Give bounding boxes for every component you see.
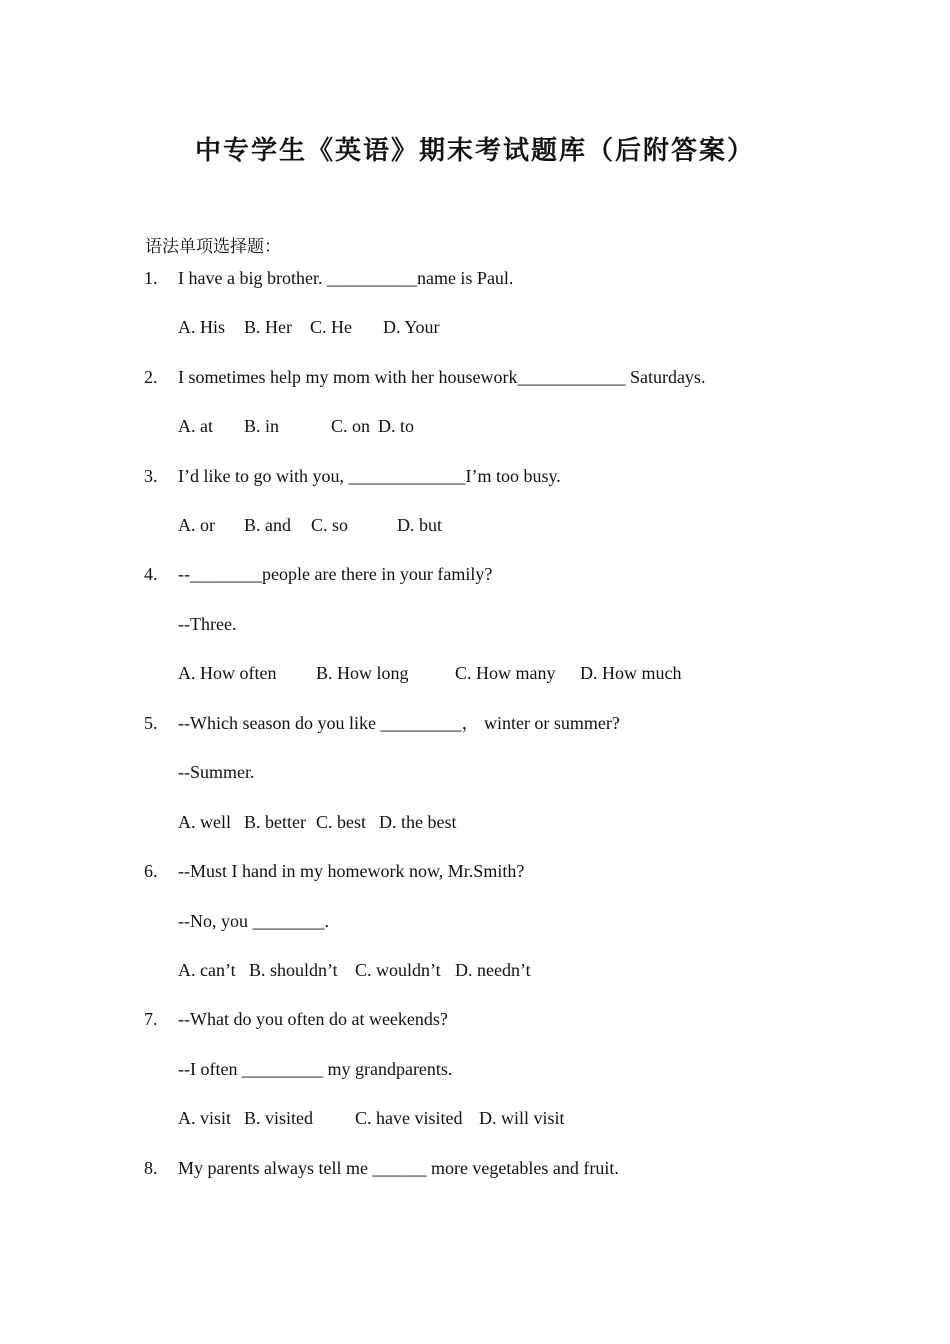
answer-option: B. better (244, 812, 306, 832)
answer-option: B. How long (316, 663, 409, 683)
answer-option: D. but (397, 515, 442, 535)
answer-option: D. will visit (479, 1108, 565, 1128)
question-text: My parents always tell me ______ more vegetables and fruit. (178, 1158, 619, 1178)
answer-option: A. can’t (178, 960, 236, 980)
answer-option: A. or (178, 515, 215, 535)
answer-option: A. His (178, 317, 226, 337)
question-text: --Which season do you like _________， winter or summer? (178, 713, 620, 733)
section-heading: 语法单项选择题： (145, 237, 281, 257)
question-response-row (0, 610, 950, 638)
question-line: --No, you ________. (178, 911, 329, 931)
answer-option: D. How much (580, 663, 682, 683)
options-row (0, 511, 950, 539)
question-row (0, 1005, 950, 1033)
question-row (0, 462, 950, 490)
page-title: 中专学生《英语》期末考试题库（后附答案） (194, 136, 755, 166)
question-text: --Must I hand in my homework now, Mr.Smith? (178, 861, 525, 881)
options-row (0, 808, 950, 836)
answer-option: C. best (316, 812, 367, 832)
answer-option: C. wouldn’t (355, 960, 441, 980)
question-row (0, 363, 950, 391)
answer-option: B. Her (244, 317, 292, 337)
answer-option: A. visit (178, 1108, 232, 1128)
options-row (0, 956, 950, 984)
answer-option: B. in (244, 416, 280, 436)
question-line: --I often _________ my grandparents. (178, 1059, 453, 1079)
question-number: 8. (144, 1158, 158, 1178)
answer-option: C. have visited (355, 1108, 463, 1128)
question-number: 5. (144, 713, 158, 733)
answer-option: A. How often (178, 663, 277, 683)
question-row (0, 264, 950, 292)
question-text: --________people are there in your family? (178, 564, 493, 584)
question-row (0, 1154, 950, 1182)
question-number: 3. (144, 466, 158, 486)
answer-option: B. and (244, 515, 291, 535)
answer-option: B. shouldn’t (249, 960, 338, 980)
answer-option: C. so (311, 515, 349, 535)
question-response-row (0, 1055, 950, 1083)
question-number: 7. (144, 1009, 158, 1029)
question-number: 1. (144, 268, 158, 288)
question-line: --Summer. (178, 762, 255, 782)
question-number: 4. (144, 564, 158, 584)
answer-option: A. well (178, 812, 231, 832)
question-response-row (0, 907, 950, 935)
answer-option: D. needn’t (455, 960, 531, 980)
question-row (0, 560, 950, 588)
question-row (0, 709, 950, 737)
question-text: I have a big brother. __________name is Paul. (178, 268, 514, 288)
question-text: I sometimes help my mom with her housework____________ Saturdays. (178, 367, 706, 387)
question-row (0, 857, 950, 885)
answer-option: D. the best (379, 812, 457, 832)
answer-option: A. at (178, 416, 213, 436)
answer-option: B. visited (244, 1108, 314, 1128)
question-number: 2. (144, 367, 158, 387)
question-text: --What do you often do at weekends? (178, 1009, 448, 1029)
options-row (0, 1104, 950, 1132)
answer-option: D. to (378, 416, 414, 436)
options-row (0, 659, 950, 687)
answer-option: C. on (331, 416, 371, 436)
question-number: 6. (144, 861, 158, 881)
question-response-row (0, 758, 950, 786)
answer-option: D. Your (383, 317, 440, 337)
question-text: I’d like to go with you, _____________I’m too busy. (178, 466, 561, 486)
answer-option: C. He (310, 317, 352, 337)
options-row (0, 412, 950, 440)
answer-option: C. How many (455, 663, 556, 683)
question-line: --Three. (178, 614, 237, 634)
options-row (0, 313, 950, 341)
